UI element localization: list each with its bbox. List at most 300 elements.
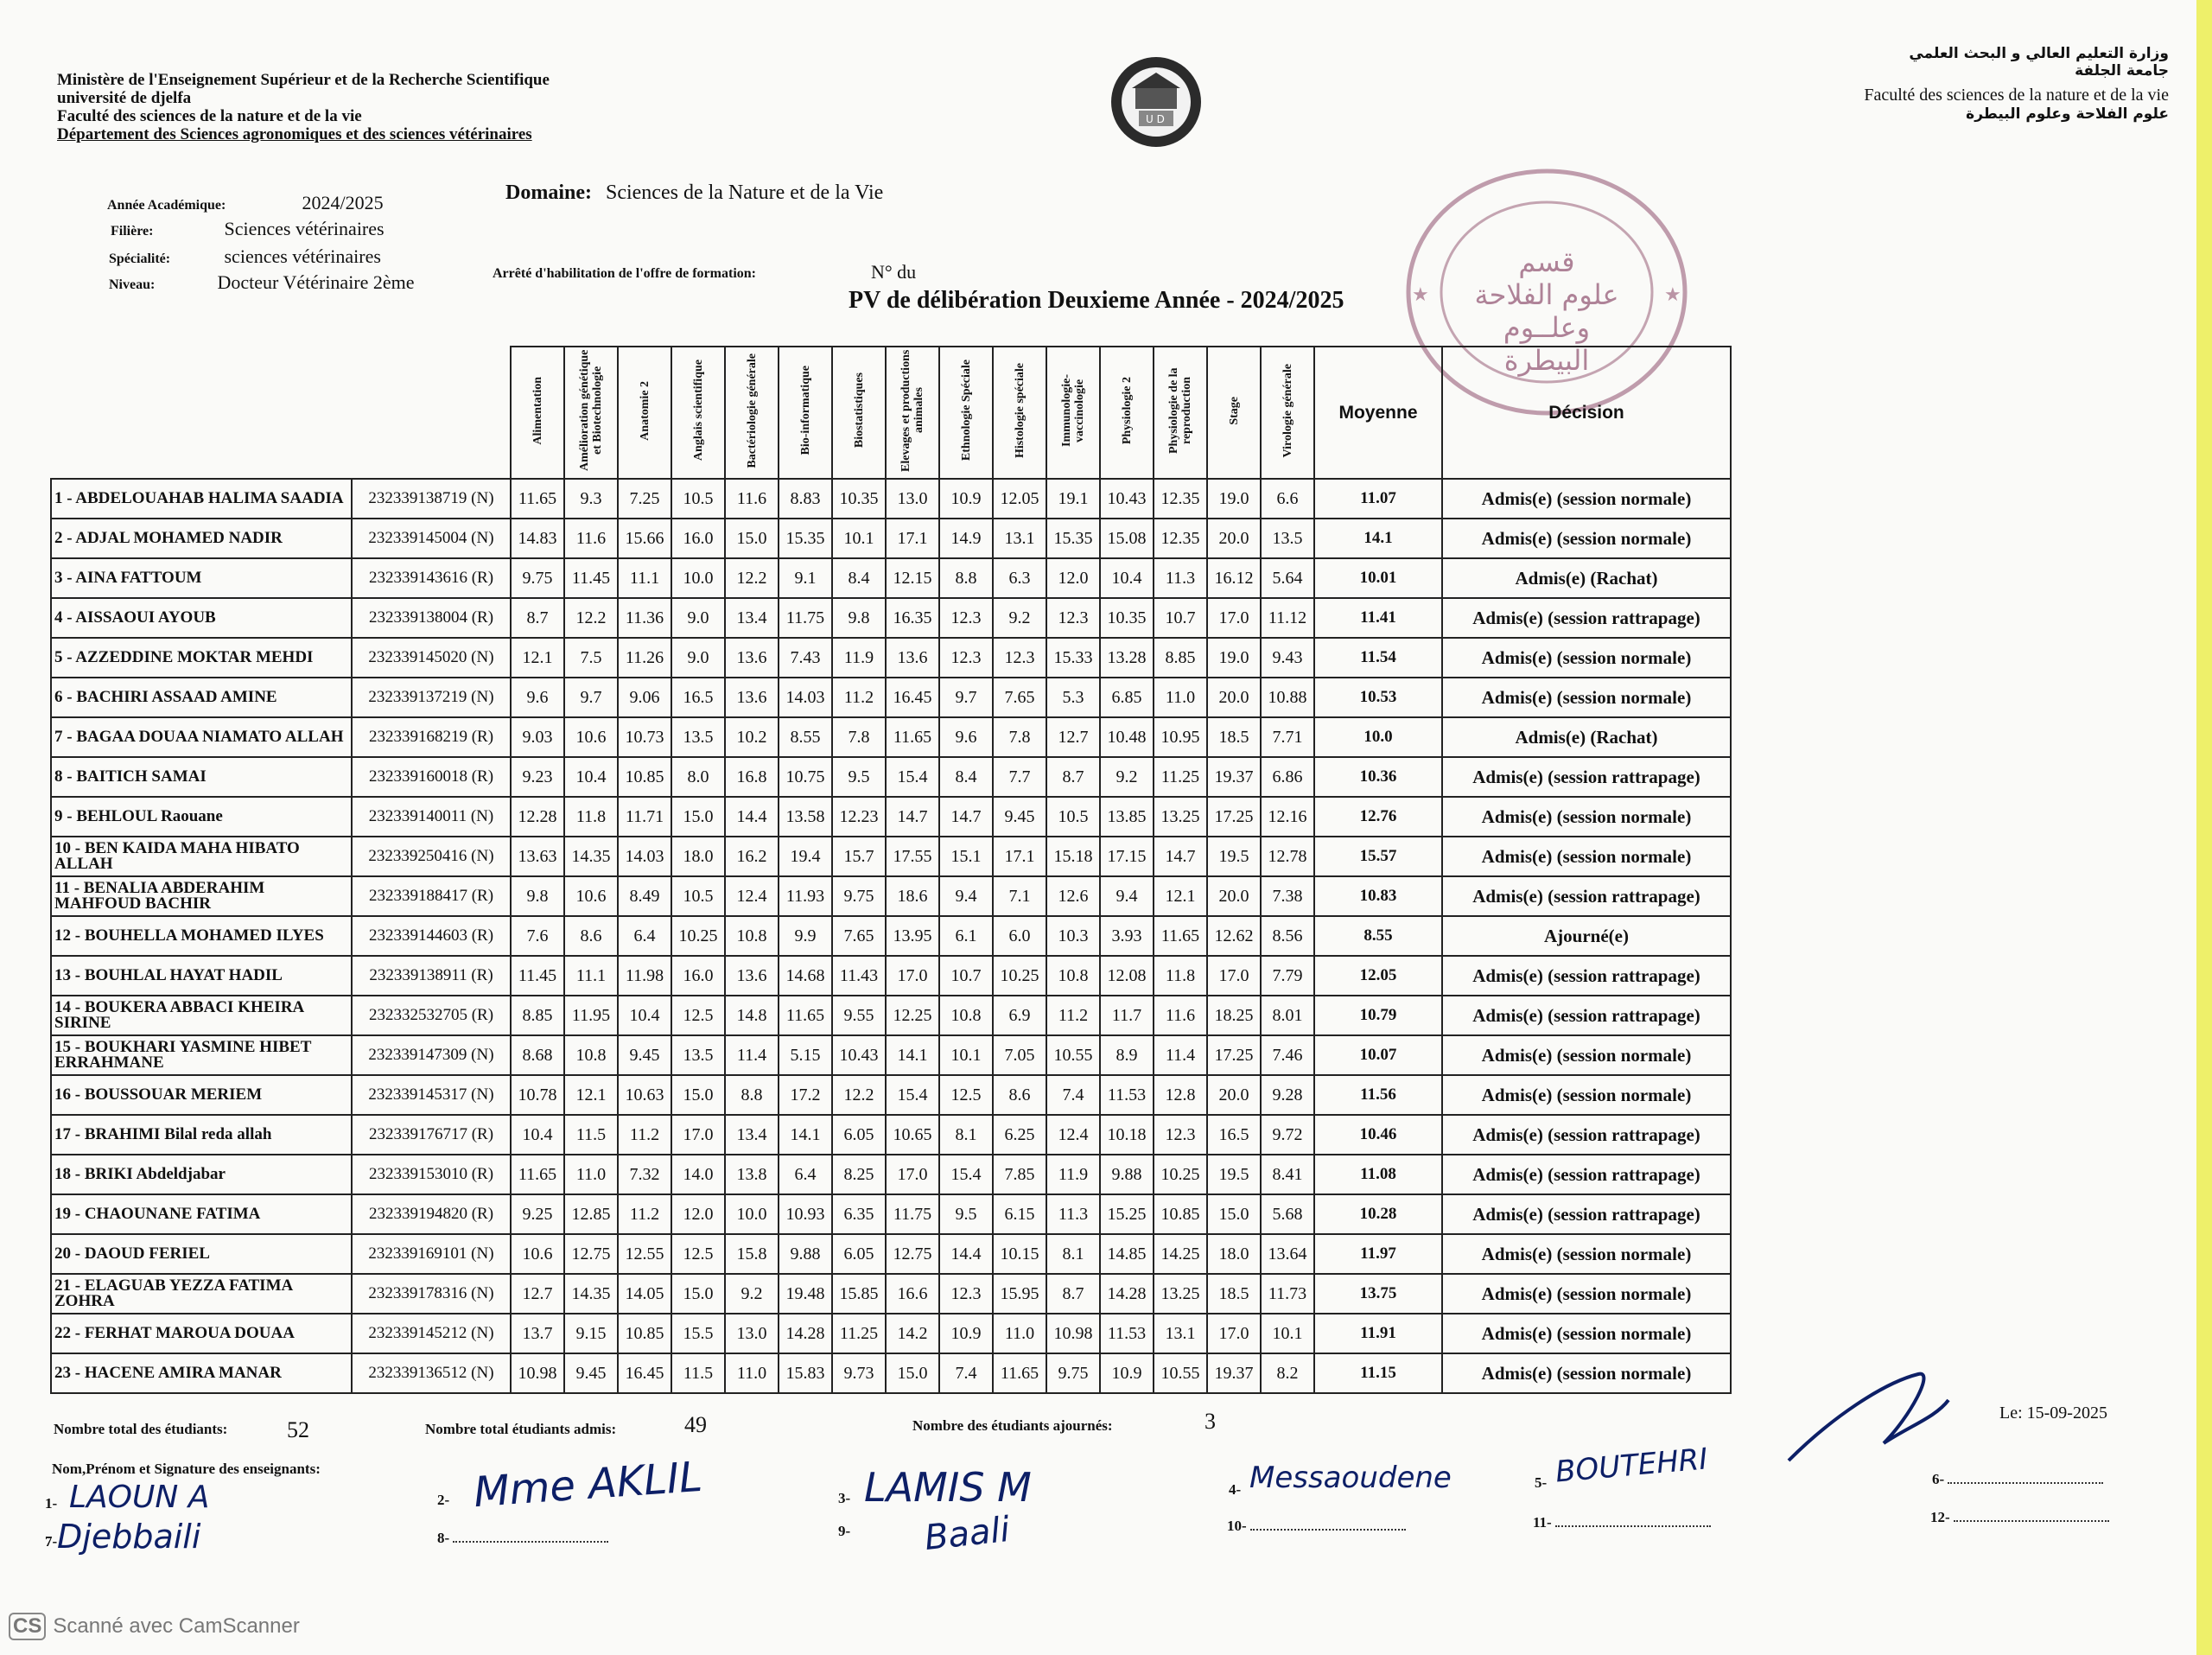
- arrete-label: Arrêté d'habilitation de l'offre de formation:: [493, 266, 756, 281]
- subject-header: Physiologie 2: [1100, 347, 1154, 479]
- grade-cell: 10.98: [1046, 1314, 1100, 1353]
- grade-cell: 6.1: [939, 916, 993, 956]
- grade-cell: 12.1: [1154, 876, 1207, 916]
- grade-cell: 13.0: [886, 479, 939, 519]
- grade-cell: 13.6: [886, 638, 939, 678]
- grade-cell: 9.15: [564, 1314, 618, 1353]
- svg-text:★: ★: [1412, 283, 1429, 305]
- grade-cell: 10.35: [1100, 598, 1154, 638]
- grade-cell: 15.66: [618, 519, 671, 558]
- moyenne-cell: 12.05: [1314, 956, 1442, 996]
- handwritten-signature-2: Mme AKLIL: [472, 1452, 704, 1518]
- student-name: 20 - DAOUD FERIEL: [51, 1234, 352, 1274]
- grade-cell: 12.6: [1046, 876, 1100, 916]
- decision-cell: Admis(e) (session normale): [1442, 797, 1731, 837]
- grade-cell: 10.43: [1100, 479, 1154, 519]
- grade-cell: 7.71: [1261, 717, 1314, 757]
- grade-cell: 14.85: [1100, 1234, 1154, 1274]
- grade-cell: 10.2: [725, 717, 779, 757]
- student-matricule: 232339138719 (N): [352, 479, 511, 519]
- grade-cell: 9.6: [939, 717, 993, 757]
- grade-cell: 9.0: [671, 638, 725, 678]
- ministry-line: Ministère de l'Enseignement Supérieur et de la Recherche Scientifique: [57, 71, 550, 89]
- grade-cell: 15.35: [1046, 519, 1100, 558]
- grade-cell: 19.37: [1207, 757, 1261, 797]
- grade-cell: 13.63: [511, 837, 564, 876]
- grade-cell: 9.75: [511, 558, 564, 598]
- handwritten-signature-3: LAMIS M: [864, 1464, 1032, 1511]
- arrete-number: N° du: [871, 261, 917, 283]
- grade-cell: 15.95: [993, 1274, 1046, 1314]
- grade-cell: 20.0: [1207, 519, 1261, 558]
- header-spacer-mat: [352, 347, 511, 479]
- grade-cell: 9.2: [1100, 757, 1154, 797]
- grade-cell: 14.28: [1100, 1274, 1154, 1314]
- grade-cell: 6.35: [832, 1194, 886, 1234]
- grade-cell: 11.95: [564, 996, 618, 1035]
- grade-cell: 10.43: [832, 1035, 886, 1075]
- grade-cell: 13.25: [1154, 1274, 1207, 1314]
- grade-cell: 9.5: [939, 1194, 993, 1234]
- grade-cell: 10.35: [832, 479, 886, 519]
- grade-cell: 6.9: [993, 996, 1046, 1035]
- grade-cell: 12.62: [1207, 916, 1261, 956]
- grade-cell: 15.0: [1207, 1194, 1261, 1234]
- student-matricule: 232339136512 (N): [352, 1353, 511, 1393]
- grade-cell: 11.4: [725, 1035, 779, 1075]
- university-line: université de djelfa: [57, 89, 192, 107]
- grade-cell: 12.1: [564, 1075, 618, 1115]
- svg-text:★: ★: [1664, 283, 1681, 305]
- subject-header: Anatomie 2: [618, 347, 671, 479]
- grade-cell: 11.25: [832, 1314, 886, 1353]
- table-header-row: [51, 347, 1731, 479]
- grade-cell: 7.25: [618, 479, 671, 519]
- grade-cell: 12.0: [671, 1194, 725, 1234]
- decision-cell: Admis(e) (session normale): [1442, 1353, 1731, 1393]
- grade-cell: 10.63: [618, 1075, 671, 1115]
- grade-cell: 10.8: [725, 916, 779, 956]
- grade-cell: 10.6: [564, 876, 618, 916]
- grade-cell: 14.68: [779, 956, 832, 996]
- decision-cell: Admis(e) (session rattrapage): [1442, 1155, 1731, 1194]
- student-matricule: 232339194820 (R): [352, 1194, 511, 1234]
- grade-cell: 8.68: [511, 1035, 564, 1075]
- grade-cell: 7.85: [993, 1155, 1046, 1194]
- grade-cell: 10.1: [832, 519, 886, 558]
- decision-cell: Admis(e) (session rattrapage): [1442, 757, 1731, 797]
- signature-slot-10: 10-: [1227, 1518, 1406, 1535]
- subject-header: Virologie générale: [1261, 347, 1314, 479]
- grade-cell: 15.1: [939, 837, 993, 876]
- grade-cell: 16.5: [671, 678, 725, 717]
- grade-cell: 10.18: [1100, 1115, 1154, 1155]
- grade-cell: 9.88: [779, 1234, 832, 1274]
- student-matricule: 232339160018 (R): [352, 757, 511, 797]
- table-row: [51, 996, 1731, 1035]
- grade-cell: 13.5: [671, 1035, 725, 1075]
- subject-header: Biostatistiques: [832, 347, 886, 479]
- moyenne-cell: 11.91: [1314, 1314, 1442, 1353]
- moyenne-cell: 11.97: [1314, 1234, 1442, 1274]
- grade-cell: 6.4: [618, 916, 671, 956]
- grade-cell: 12.75: [564, 1234, 618, 1274]
- grade-cell: 7.38: [1261, 876, 1314, 916]
- grade-cell: 12.75: [886, 1234, 939, 1274]
- grade-cell: 12.85: [564, 1194, 618, 1234]
- grade-cell: 11.3: [1154, 558, 1207, 598]
- grade-cell: 12.15: [886, 558, 939, 598]
- grade-cell: 13.5: [671, 717, 725, 757]
- grade-cell: 16.12: [1207, 558, 1261, 598]
- grade-cell: 6.6: [1261, 479, 1314, 519]
- moyenne-cell: 10.46: [1314, 1115, 1442, 1155]
- grade-cell: 10.1: [939, 1035, 993, 1075]
- decision-cell: Ajourné(e): [1442, 916, 1731, 956]
- signature-slot-8: 8-: [437, 1530, 608, 1547]
- subject-header: Histologie spéciale: [993, 347, 1046, 479]
- admitted-students-label: Nombre total étudiants admis:: [425, 1421, 617, 1437]
- university-logo: [1108, 54, 1205, 150]
- grade-cell: 7.8: [832, 717, 886, 757]
- grade-cell: 14.03: [779, 678, 832, 717]
- grade-cell: 14.05: [618, 1274, 671, 1314]
- grade-cell: 10.3: [1046, 916, 1100, 956]
- grade-cell: 13.64: [1261, 1234, 1314, 1274]
- grade-cell: 14.03: [618, 837, 671, 876]
- grade-cell: 10.85: [1154, 1194, 1207, 1234]
- grade-cell: 9.72: [1261, 1115, 1314, 1155]
- grade-cell: 14.1: [886, 1035, 939, 1075]
- grade-cell: 12.5: [939, 1075, 993, 1115]
- grade-cell: 10.8: [564, 1035, 618, 1075]
- grade-cell: 9.73: [832, 1353, 886, 1393]
- table-row: [51, 1115, 1731, 1155]
- decision-cell: Admis(e) (session normale): [1442, 1314, 1731, 1353]
- grade-cell: 11.36: [618, 598, 671, 638]
- grade-cell: 15.0: [886, 1353, 939, 1393]
- grade-cell: 18.6: [886, 876, 939, 916]
- student-matricule: 232339168219 (R): [352, 717, 511, 757]
- grade-cell: 19.5: [1207, 837, 1261, 876]
- grade-cell: 15.4: [939, 1155, 993, 1194]
- handwritten-signature-7: Djebbaili: [57, 1518, 201, 1556]
- decision-cell: Admis(e) (Rachat): [1442, 717, 1731, 757]
- grade-cell: 14.35: [564, 837, 618, 876]
- subject-header: Amélioration génétique et Biotechnologie: [564, 347, 618, 479]
- annee-value: 2024/2025: [302, 192, 384, 213]
- decision-cell: Admis(e) (session rattrapage): [1442, 598, 1731, 638]
- grade-cell: 12.5: [671, 1234, 725, 1274]
- grade-cell: 11.5: [564, 1115, 618, 1155]
- subject-header: Physiologie de la reproduction: [1154, 347, 1207, 479]
- decision-cell: Admis(e) (session rattrapage): [1442, 956, 1731, 996]
- student-name: 2 - ADJAL MOHAMED NADIR: [51, 519, 352, 558]
- moyenne-cell: 11.56: [1314, 1075, 1442, 1115]
- grade-cell: 12.3: [993, 638, 1046, 678]
- grade-cell: 7.46: [1261, 1035, 1314, 1075]
- annee-field: [107, 192, 384, 214]
- domaine-value: Sciences de la Nature et de la Vie: [605, 181, 884, 204]
- grade-cell: 15.18: [1046, 837, 1100, 876]
- moyenne-header: Moyenne: [1314, 347, 1442, 479]
- specialite-value: sciences vétérinaires: [224, 245, 381, 267]
- decision-cell: Admis(e) (session normale): [1442, 1035, 1731, 1075]
- camscanner-text: Scanné avec CamScanner: [53, 1614, 300, 1638]
- grade-cell: 9.75: [1046, 1353, 1100, 1393]
- grade-cell: 15.33: [1046, 638, 1100, 678]
- grade-cell: 14.8: [725, 996, 779, 1035]
- grade-cell: 16.45: [886, 678, 939, 717]
- grade-cell: 9.7: [564, 678, 618, 717]
- grade-cell: 12.23: [832, 797, 886, 837]
- student-matricule: 232339144603 (R): [352, 916, 511, 956]
- grade-cell: 11.12: [1261, 598, 1314, 638]
- grade-cell: 10.55: [1046, 1035, 1100, 1075]
- grade-cell: 10.25: [671, 916, 725, 956]
- grade-cell: 9.88: [1100, 1155, 1154, 1194]
- handwritten-signature-5: BOUTEHRI: [1554, 1442, 1709, 1490]
- grade-cell: 15.0: [671, 797, 725, 837]
- grade-cell: 11.1: [564, 956, 618, 996]
- failed-students-value: 3: [1205, 1409, 1216, 1434]
- grade-cell: 15.85: [832, 1274, 886, 1314]
- handwritten-signature-9: Baali: [922, 1509, 1012, 1559]
- moyenne-cell: 10.28: [1314, 1194, 1442, 1234]
- student-name: 17 - BRAHIMI Bilal reda allah: [51, 1115, 352, 1155]
- faculty-fr-right: Faculté des sciences de la nature et de la vie: [1864, 86, 2169, 105]
- grade-cell: 18.0: [671, 837, 725, 876]
- decision-cell: Admis(e) (session rattrapage): [1442, 1194, 1731, 1234]
- grade-cell: 7.7: [993, 757, 1046, 797]
- grade-cell: 8.7: [511, 598, 564, 638]
- student-matricule: 232339188417 (R): [352, 876, 511, 916]
- subject-header: Bactériologie générale: [725, 347, 779, 479]
- grade-cell: 12.7: [511, 1274, 564, 1314]
- grade-cell: 13.0: [725, 1314, 779, 1353]
- grade-cell: 17.25: [1207, 797, 1261, 837]
- signature-slot-2: 2-: [437, 1492, 450, 1508]
- grade-cell: 8.8: [725, 1075, 779, 1115]
- grade-cell: 16.8: [725, 757, 779, 797]
- table-row: [51, 479, 1731, 519]
- camscanner-logo: CS: [9, 1613, 46, 1640]
- moyenne-cell: 10.36: [1314, 757, 1442, 797]
- grade-cell: 19.4: [779, 837, 832, 876]
- grade-cell: 9.06: [618, 678, 671, 717]
- institution-header-ar: [1864, 45, 2169, 123]
- grade-cell: 11.25: [1154, 757, 1207, 797]
- grade-cell: 11.2: [832, 678, 886, 717]
- table-row: [51, 1234, 1731, 1274]
- student-name: 5 - AZZEDDINE MOKTAR MEHDI: [51, 638, 352, 678]
- table-row: [51, 598, 1731, 638]
- faculty-line: Faculté des sciences de la nature et de la vie: [57, 107, 362, 125]
- grade-cell: 13.5: [1261, 519, 1314, 558]
- grade-cell: 9.55: [832, 996, 886, 1035]
- grade-cell: 16.5: [1207, 1115, 1261, 1155]
- stamp-line-3: وعلــوم: [1503, 311, 1591, 344]
- table-row: [51, 916, 1731, 956]
- grade-cell: 10.93: [779, 1194, 832, 1234]
- grade-cell: 9.7: [939, 678, 993, 717]
- grade-cell: 13.6: [725, 956, 779, 996]
- grade-cell: 9.2: [725, 1274, 779, 1314]
- student-name: 21 - ELAGUAB YEZZA FATIMA ZOHRA: [51, 1274, 352, 1314]
- grade-cell: 19.5: [1207, 1155, 1261, 1194]
- grade-cell: 15.08: [1100, 519, 1154, 558]
- grade-cell: 11.65: [886, 717, 939, 757]
- grade-cell: 10.65: [886, 1115, 939, 1155]
- grade-cell: 8.83: [779, 479, 832, 519]
- grade-cell: 11.3: [1046, 1194, 1100, 1234]
- handwritten-signature-1: LAOUN A: [69, 1480, 210, 1515]
- grade-cell: 13.25: [1154, 797, 1207, 837]
- grade-cell: 9.1: [779, 558, 832, 598]
- grade-cell: 14.0: [671, 1155, 725, 1194]
- grade-cell: 11.9: [1046, 1155, 1100, 1194]
- grade-cell: 10.5: [671, 876, 725, 916]
- table-row: [51, 1155, 1731, 1194]
- subject-header: Anglais scientifique: [671, 347, 725, 479]
- grade-cell: 8.7: [1046, 1274, 1100, 1314]
- grade-cell: 19.37: [1207, 1353, 1261, 1393]
- student-name: 18 - BRIKI Abdeldjabar: [51, 1155, 352, 1194]
- camscanner-watermark: [9, 1613, 300, 1640]
- grade-cell: 15.8: [725, 1234, 779, 1274]
- grade-cell: 8.49: [618, 876, 671, 916]
- grade-cell: 11.53: [1100, 1075, 1154, 1115]
- grade-cell: 12.28: [511, 797, 564, 837]
- student-name: 9 - BEHLOUL Raouane: [51, 797, 352, 837]
- grade-cell: 11.43: [832, 956, 886, 996]
- grade-cell: 8.0: [671, 757, 725, 797]
- grade-cell: 7.79: [1261, 956, 1314, 996]
- student-matricule: 232339153010 (R): [352, 1155, 511, 1194]
- grade-cell: 15.35: [779, 519, 832, 558]
- moyenne-cell: 12.76: [1314, 797, 1442, 837]
- grade-cell: 11.0: [993, 1314, 1046, 1353]
- subject-header: Stage: [1207, 347, 1261, 479]
- table-row: [51, 956, 1731, 996]
- grade-cell: 7.4: [939, 1353, 993, 1393]
- grade-cell: 19.0: [1207, 479, 1261, 519]
- grade-cell: 10.73: [618, 717, 671, 757]
- student-matricule: 232339176717 (R): [352, 1115, 511, 1155]
- grade-cell: 9.45: [564, 1353, 618, 1393]
- moyenne-cell: 10.0: [1314, 717, 1442, 757]
- student-matricule: 232339169101 (N): [352, 1234, 511, 1274]
- grade-cell: 13.58: [779, 797, 832, 837]
- grade-cell: 11.65: [993, 1353, 1046, 1393]
- grade-cell: 6.4: [779, 1155, 832, 1194]
- decision-cell: Admis(e) (session rattrapage): [1442, 996, 1731, 1035]
- filiere-field: [111, 218, 385, 240]
- grade-cell: 6.0: [993, 916, 1046, 956]
- grade-cell: 8.6: [993, 1075, 1046, 1115]
- grade-cell: 10.6: [511, 1234, 564, 1274]
- grade-cell: 13.6: [725, 638, 779, 678]
- grade-cell: 10.1: [1261, 1314, 1314, 1353]
- grade-cell: 5.15: [779, 1035, 832, 1075]
- grade-cell: 17.0: [671, 1115, 725, 1155]
- table-row: [51, 876, 1731, 916]
- niveau-label: Niveau:: [109, 277, 156, 292]
- moyenne-cell: 10.83: [1314, 876, 1442, 916]
- student-matricule: 232339137219 (N): [352, 678, 511, 717]
- annee-label: Année Académique:: [107, 198, 226, 213]
- moyenne-cell: 11.08: [1314, 1155, 1442, 1194]
- grade-cell: 13.1: [993, 519, 1046, 558]
- grade-cell: 7.6: [511, 916, 564, 956]
- student-name: 4 - AISSAOUI AYOUB: [51, 598, 352, 638]
- grade-cell: 10.88: [1261, 678, 1314, 717]
- grade-cell: 19.0: [1207, 638, 1261, 678]
- grade-cell: 15.4: [886, 757, 939, 797]
- grade-cell: 11.5: [671, 1353, 725, 1393]
- signature-slot-3: 3-: [838, 1490, 851, 1506]
- grade-cell: 17.55: [886, 837, 939, 876]
- grade-cell: 12.4: [725, 876, 779, 916]
- page-edge-highlight: [2196, 0, 2212, 1655]
- grade-cell: 16.45: [618, 1353, 671, 1393]
- signature-slot-5: 5-: [1535, 1474, 1548, 1491]
- grade-cell: 7.05: [993, 1035, 1046, 1075]
- grade-cell: 14.7: [886, 797, 939, 837]
- grade-cell: 8.4: [832, 558, 886, 598]
- moyenne-cell: 13.75: [1314, 1274, 1442, 1314]
- student-name: 3 - AINA FATTOUM: [51, 558, 352, 598]
- grade-cell: 10.5: [1046, 797, 1100, 837]
- moyenne-cell: 11.54: [1314, 638, 1442, 678]
- signature-slot-6: 6-: [1932, 1471, 2103, 1488]
- student-name: 7 - BAGAA DOUAA NIAMATO ALLAH: [51, 717, 352, 757]
- grade-cell: 10.4: [511, 1115, 564, 1155]
- signature-slot-7: 7-: [45, 1533, 58, 1550]
- domaine-label: Domaine:: [505, 181, 592, 204]
- grade-cell: 9.4: [1100, 876, 1154, 916]
- student-name: 19 - CHAOUNANE FATIMA: [51, 1194, 352, 1234]
- decision-cell: Admis(e) (session rattrapage): [1442, 1115, 1731, 1155]
- grade-cell: 10.0: [725, 1194, 779, 1234]
- grade-cell: 13.28: [1100, 638, 1154, 678]
- grade-cell: 10.25: [993, 956, 1046, 996]
- grade-cell: 10.0: [671, 558, 725, 598]
- grade-cell: 10.55: [1154, 1353, 1207, 1393]
- student-matricule: 232339178316 (N): [352, 1274, 511, 1314]
- admitted-students-value: 49: [684, 1412, 707, 1437]
- subject-header: Alimentation: [511, 347, 564, 479]
- grade-cell: 15.83: [779, 1353, 832, 1393]
- niveau-value: Docteur Vétérinaire 2ème: [217, 271, 415, 293]
- filiere-value: Sciences vétérinaires: [224, 218, 385, 239]
- grade-cell: 9.9: [779, 916, 832, 956]
- moyenne-cell: 14.1: [1314, 519, 1442, 558]
- grade-cell: 8.41: [1261, 1155, 1314, 1194]
- svg-text:U D: U D: [1146, 113, 1165, 125]
- grade-cell: 14.83: [511, 519, 564, 558]
- grade-cell: 12.4: [1046, 1115, 1100, 1155]
- header-spacer-name: [51, 347, 352, 479]
- grade-cell: 8.85: [511, 996, 564, 1035]
- specialite-label: Spécialité:: [109, 251, 171, 266]
- grade-cell: 10.75: [779, 757, 832, 797]
- grade-cell: 8.85: [1154, 638, 1207, 678]
- failed-students-label: Nombre des étudiants ajournés:: [912, 1417, 1113, 1434]
- grade-cell: 7.32: [618, 1155, 671, 1194]
- grade-cell: 11.0: [1154, 678, 1207, 717]
- grade-cell: 11.6: [564, 519, 618, 558]
